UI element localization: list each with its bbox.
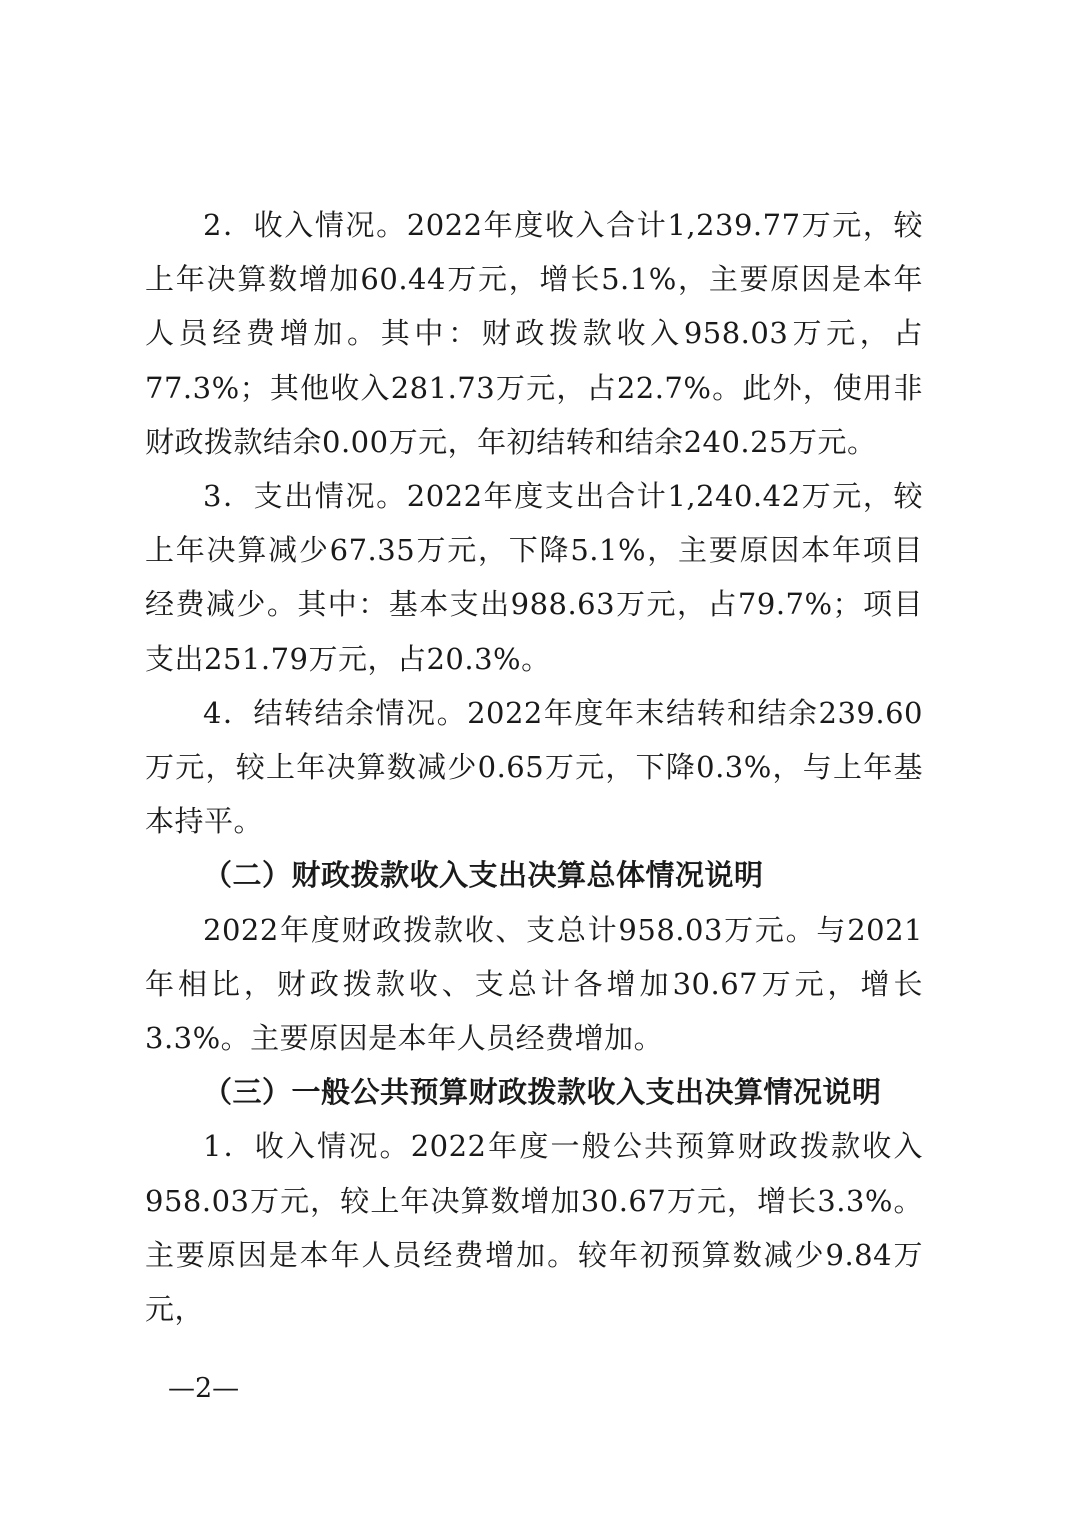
section-heading-2: （二）财政拨款收入支出决算总体情况说明 — [203, 858, 764, 893]
paragraph-expenditure: 3．支出情况。2022年度支出合计1,240.42万元，较上年决算减少67.35万元，下降5.1%，主要原因本年项目经费减少。其中：基本支出988.63万元，占79.7%；项目支出251.79万元，占20.3%。 — [145, 479, 923, 676]
paragraph-general-budget-income: 1．收入情况。2022年度一般公共预算财政拨款收入958.03万元，较上年决算数增加30.67万元，增长3.3%。主要原因是本年人员经费增加。较年初预算数减少9.84万元， — [145, 1129, 923, 1327]
section-heading-3: （三）一般公共预算财政拨款收入支出决算情况说明 — [203, 1075, 882, 1110]
paragraph-carryover: 4．结转结余情况。2022年度年末结转和结余239.60万元，较上年决算数减少0.65万元，下降0.3%，与上年基本持平。 — [145, 695, 923, 839]
paragraph-fiscal-overview: 2022年度财政拨款收、支总计958.03万元。与2021年相比，财政拨款收、支总计各增加30.67万元，增长3.3%。主要原因是本年人员经费增加。 — [145, 912, 923, 1056]
page-number: —2— — [168, 1373, 240, 1404]
paragraph-income: 2．收入情况。2022年度收入合计1,239.77万元，较上年决算数增加60.44万元，增长5.1%，主要原因是本年人员经费增加。其中：财政拨款收入958.03万元，占77.3%；其他收入281.73万元，占22.7%。此外，使用非财政拨款结余0.00万元，年初结转和结余240.25万元。 — [145, 208, 923, 459]
document-body — [145, 198, 923, 1336]
